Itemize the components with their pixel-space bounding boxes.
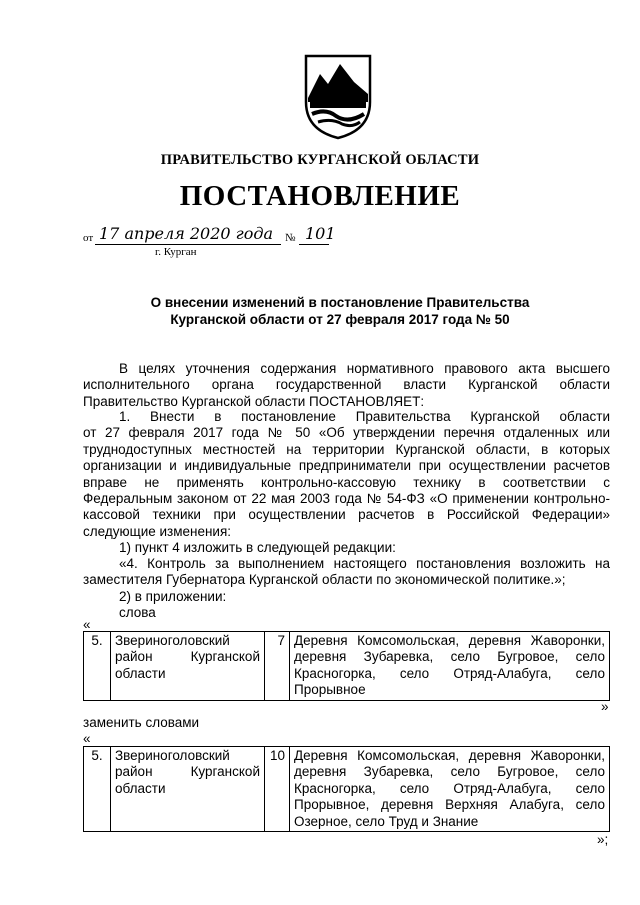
close-quote-2: »;	[597, 832, 609, 847]
document-subject	[0, 294, 640, 328]
places-line: Красногорка, село Отряд-Алабуга, село	[294, 780, 605, 796]
places-line: деревня Зубаревка, село Бугровое, село	[294, 764, 605, 780]
body-line: слова	[119, 605, 156, 620]
district-line: Звериноголовский	[115, 748, 230, 763]
body-line: организации и индивидуальные предприниматели при осуществлении расчетов	[83, 458, 610, 474]
subject-line-1: О внесении изменений в постановление Правительства	[150, 295, 530, 310]
handwritten-date: 17 апреля 2020 года	[99, 224, 274, 243]
number-label: №	[285, 232, 296, 244]
body-line: труднодоступных местностей на территории Курганской области, в которых	[83, 441, 610, 457]
close-quote-1: »	[601, 699, 609, 714]
places-line: Прорывное, деревня Верхняя Алабуга, село	[294, 797, 605, 813]
date-prefix: от	[83, 232, 94, 244]
coat-of-arms-emblem	[302, 52, 374, 140]
places-line: Прорывное	[294, 682, 366, 698]
government-name: ПРАВИТЕЛЬСТВО КУРГАНСКОЙ ОБЛАСТИ	[160, 152, 480, 168]
city-label: г. Курган	[155, 246, 197, 258]
handwritten-number: 101	[305, 224, 336, 243]
body-line: исполнительного органа государственной власти Курганской области	[83, 377, 610, 393]
places-cell	[290, 747, 610, 832]
replace-with-text	[83, 715, 610, 731]
body-line: следующие изменения:	[83, 523, 232, 539]
subject-line-2: Курганской области от 27 февраля 2017 года № 50	[170, 312, 510, 327]
body-paragraph-6	[83, 605, 610, 621]
places-line: Красногорка, село Отряд-Алабуга, село	[294, 665, 605, 681]
body-line: 2) в приложении:	[119, 589, 227, 604]
body-line: 1) пункт 4 изложить в следующей редакции:	[119, 540, 396, 555]
body-paragraph-5	[83, 589, 610, 605]
district-line: район Курганской	[115, 649, 260, 665]
row-number: 5.	[84, 632, 111, 701]
table-new-entry	[83, 746, 610, 832]
body-paragraph-2	[83, 409, 610, 540]
body-paragraph-1	[83, 361, 610, 410]
body-line: «4. Контроль за выполнением настоящего постановления возложить на	[119, 556, 610, 571]
body-line: кассовой техники при осуществлении расчетов в Российской Федерации»	[83, 507, 610, 523]
document-meta	[83, 224, 383, 264]
places-line: Деревня Комсомольская, деревня Жаворонки,	[294, 633, 605, 648]
count-cell: 7	[265, 632, 290, 701]
count-cell: 10	[265, 747, 290, 832]
district-cell	[111, 747, 265, 832]
district-line: район Курганской	[115, 764, 260, 780]
body-paragraph-4	[83, 556, 610, 589]
table-row	[84, 747, 610, 832]
body-line: вправе не применять контрольно-кассовую технику в соответствии с	[83, 474, 610, 490]
body-line: от 27 февраля 2017 года № 50 «Об утверждении перечня отдаленных или	[83, 425, 610, 441]
district-line: области	[115, 665, 166, 681]
district-cell	[111, 632, 265, 701]
table-old-entry	[83, 631, 610, 701]
body-line: заместителя Губернатора Курганской области по экономической политике.»;	[83, 572, 566, 588]
places-cell	[290, 632, 610, 701]
places-line: Озерное, село Труд и Знание	[294, 813, 479, 829]
document-type-title: ПОСТАНОВЛЕНИЕ	[179, 180, 461, 212]
places-line: Деревня Комсомольская, деревня Жаворонки,	[294, 748, 605, 763]
open-quote-1: «	[83, 617, 91, 632]
body-line: В целях уточнения содержания нормативного правового акта высшего	[119, 361, 610, 376]
row-number: 5.	[84, 747, 111, 832]
body-line: Правительство Курганской области ПОСТАНОВЛЯЕТ:	[83, 393, 425, 409]
body-line: 1. Внести в постановление Правительства Курганской области	[119, 409, 610, 424]
body-paragraph-3	[83, 540, 610, 556]
open-quote-2: «	[83, 731, 91, 746]
district-line: области	[115, 780, 166, 796]
body-line: заменить словами	[83, 715, 200, 730]
places-line: деревня Зубаревка, село Бугровое, село	[294, 649, 605, 665]
district-line: Звериноголовский	[115, 633, 230, 648]
body-line: Федеральным законом от 22 мая 2003 года № 54-ФЗ «О применении контрольно-	[83, 491, 610, 507]
table-row	[84, 632, 610, 701]
